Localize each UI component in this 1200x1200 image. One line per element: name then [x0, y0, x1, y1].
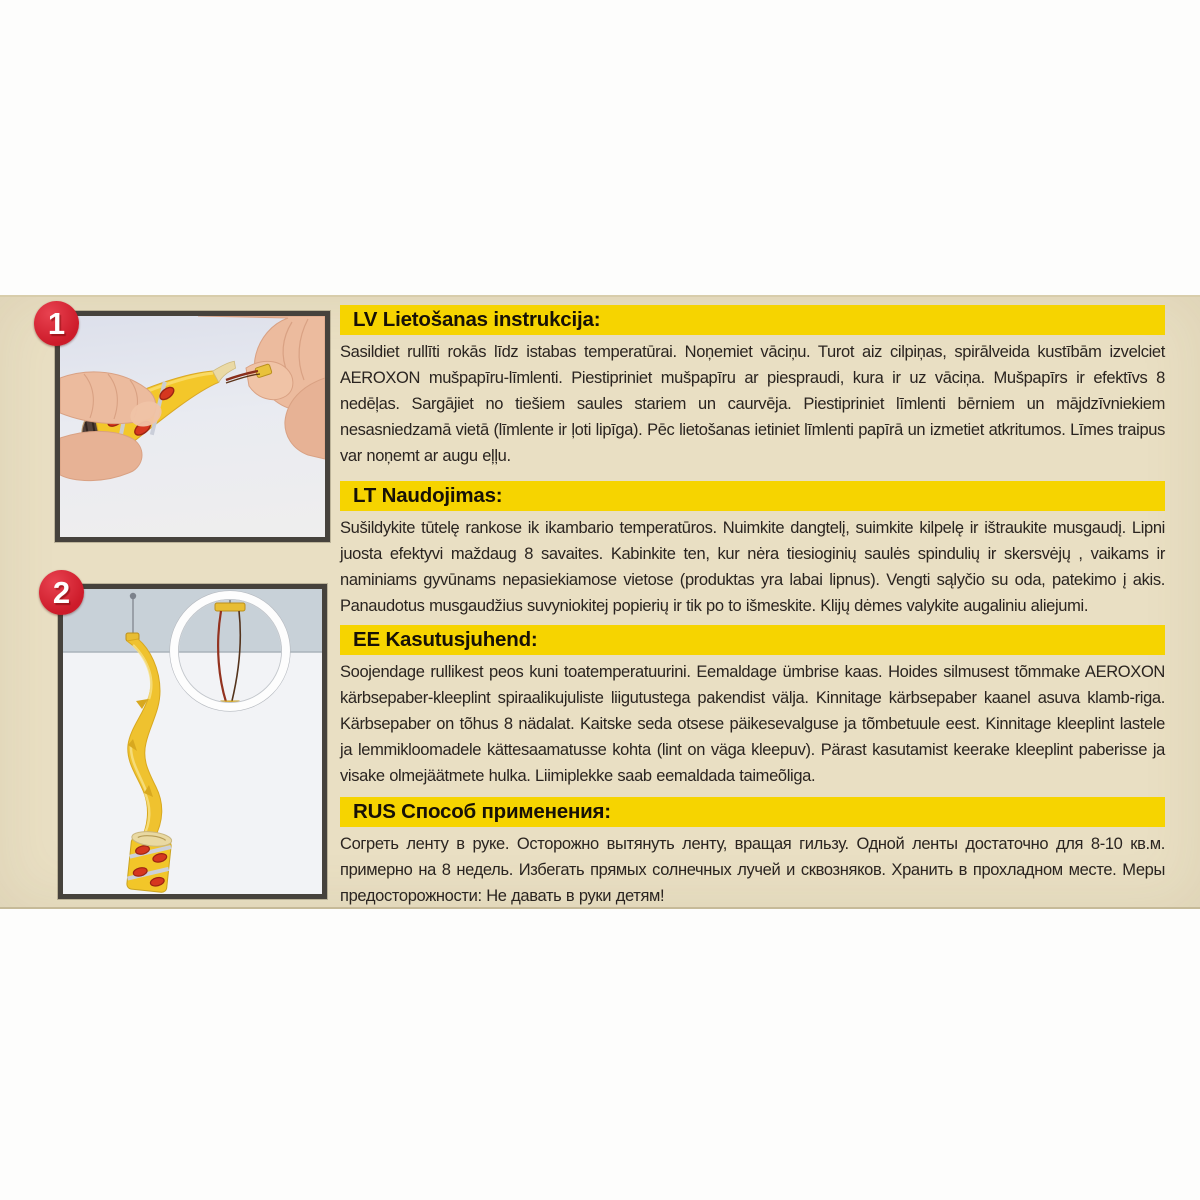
- illustration-step-1: [55, 311, 330, 542]
- illustration-step-2: [58, 584, 327, 899]
- section-header-ee: EE Kasutusjuhend:: [340, 625, 1165, 655]
- section-body-ee: Soojendage rullikest peos kuni toatemperatuurini. Eemaldage ümbrise kaas. Hoides silmusest tõmmake AEROXON kärbsepaber-kleeplint spiraalikujuliste liigutustega pakendist välja. Kinnitage kärbsepaber kaanel asuva klamb-riga. Kärbsepaber on tõhus 8 nädalat. Kaitske seda otsese päikesevalguse ja tõmbetuule eest. Kinnitage kleeplint lastele ja lemmikloomadele kättesaamatusse kohta (lint on väga kleepuv). Pärast kasutamist keerake kleeplint paberisse ja visake olmejäätmete hulka. Liimiplekke saab eemaldada taimeõliga.: [340, 663, 1165, 785]
- step-2-badge: [39, 570, 84, 615]
- package-instruction-label: [0, 295, 1200, 909]
- flypaper-tube-end: [126, 830, 172, 893]
- hanging-flypaper-illustration: [63, 589, 322, 894]
- section-header-lv: LV Lietošanas instrukcija:: [340, 305, 1165, 335]
- step-1-badge: [34, 301, 79, 346]
- section-body-lv: Sasildiet rullīti rokās līdz istabas temperatūrai. Noņemiet vāciņu. Turot aiz cilpiņas, spirālveida kustībām izvelciet AEROXON mušpapīru-līmlenti. Piestipriniet mušpapīru ar piespraudi, kura ir uz vāciņa. Mušpapīrs ir efektīvs 8 nedēļas. Sargājiet no tiešiem saules stariem un caurvēja. Piestipriniet līmlenti bērniem un mājdzīvniekiem nesasniedzamā vietā (līmlente ir ļoti lipīga). Pēc lietošanas ietiniet līmlenti papīrā un izmetiet atkritumos. Līmes traipus var noņemt ar augu eļļu.: [340, 343, 1165, 465]
- section-header-rus: RUS Способ применения:: [340, 797, 1165, 827]
- step-2-number: 2: [52, 574, 71, 610]
- section-body-rus: Согреть ленту в руке. Осторожно вытянуть ленту, вращая гильзу. Одной ленты достаточно для 8-10 кв.м. примерно на 8 недель. Избегать прямых солнечных лучей и сквозняков. Хранить в прохладном месте. Меры предосторожности: Не давать в руки детям!: [340, 835, 1165, 905]
- hands-pulling-flypaper-illustration: [60, 316, 325, 537]
- section-header-lt: LT Naudojimas:: [340, 481, 1165, 511]
- section-body-lt: Sušildykite tūtelę rankose ik ikambario temperatūros. Nuimkite dangtelį, suimkite kilpelę ir ištraukite musgaudį. Lipni juosta efektyvi maždaug 8 savaites. Kabinkite ten, kur nėra tiesioginių saulės spindulių ir skersvėjų , vaikams ir naminiams gyvūnams nepasiekiamose vietose (produktas yra labai lipnus). Vengti sąlyčio su oda, patekimo į akis. Panaudotus musgaudžius suvyniokitej popierių ir tik po to išmeskite. Klijų dėmes valykite augaliniu aliejumi.: [340, 519, 1165, 615]
- step-1-number: 1: [47, 305, 66, 341]
- pin-clamp: [215, 603, 245, 611]
- left-thumb: [60, 431, 142, 480]
